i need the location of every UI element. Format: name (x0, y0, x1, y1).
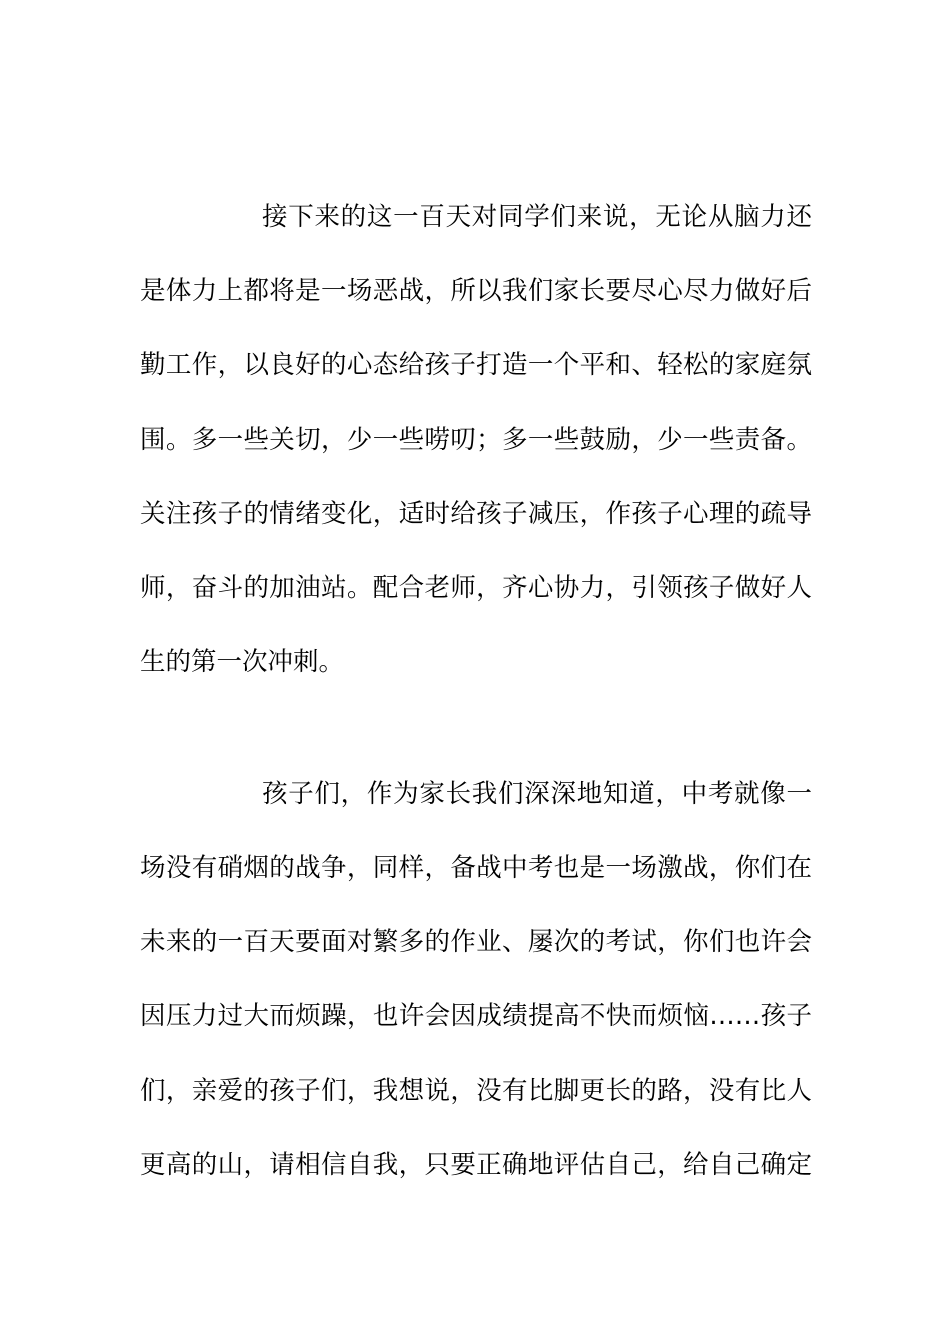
paragraph-line: 勤工作，以良好的心态给孩子打造一个平和、轻松的家庭氛 (140, 350, 812, 380)
paragraph-line: 因压力过大而烦躁，也许会因成绩提高不快而烦恼……孩子 (140, 1001, 812, 1031)
paragraph-line: 场没有硝烟的战争，同样，备战中考也是一场激战，你们在 (140, 853, 812, 883)
paragraph-line: 关注孩子的情绪变化，适时给孩子减压，作孩子心理的疏导 (140, 499, 812, 529)
paragraph-line: 未来的一百天要面对繁多的作业、屡次的考试，你们也许会 (140, 927, 812, 957)
paragraph-line: 围。多一些关切，少一些唠叨；多一些鼓励，少一些责备。 (140, 425, 812, 455)
paragraph-line: 们，亲爱的孩子们，我想说，没有比脚更长的路，没有比人 (140, 1076, 812, 1106)
paragraph-line: 接下来的这一百天对同学们来说，无论从脑力还 (262, 202, 812, 232)
paragraph-line: 生的第一次冲刺。 (140, 647, 345, 677)
paragraph-line: 孩子们，作为家长我们深深地知道，中考就像一 (262, 779, 812, 809)
paragraph-line: 师，奋斗的加油站。配合老师，齐心协力，引领孩子做好人 (140, 573, 812, 603)
paragraph-line: 更高的山，请相信自我，只要正确地评估自己，给自己确定 (140, 1150, 812, 1180)
paragraph-line: 是体力上都将是一场恶战，所以我们家长要尽心尽力做好后 (140, 276, 812, 306)
